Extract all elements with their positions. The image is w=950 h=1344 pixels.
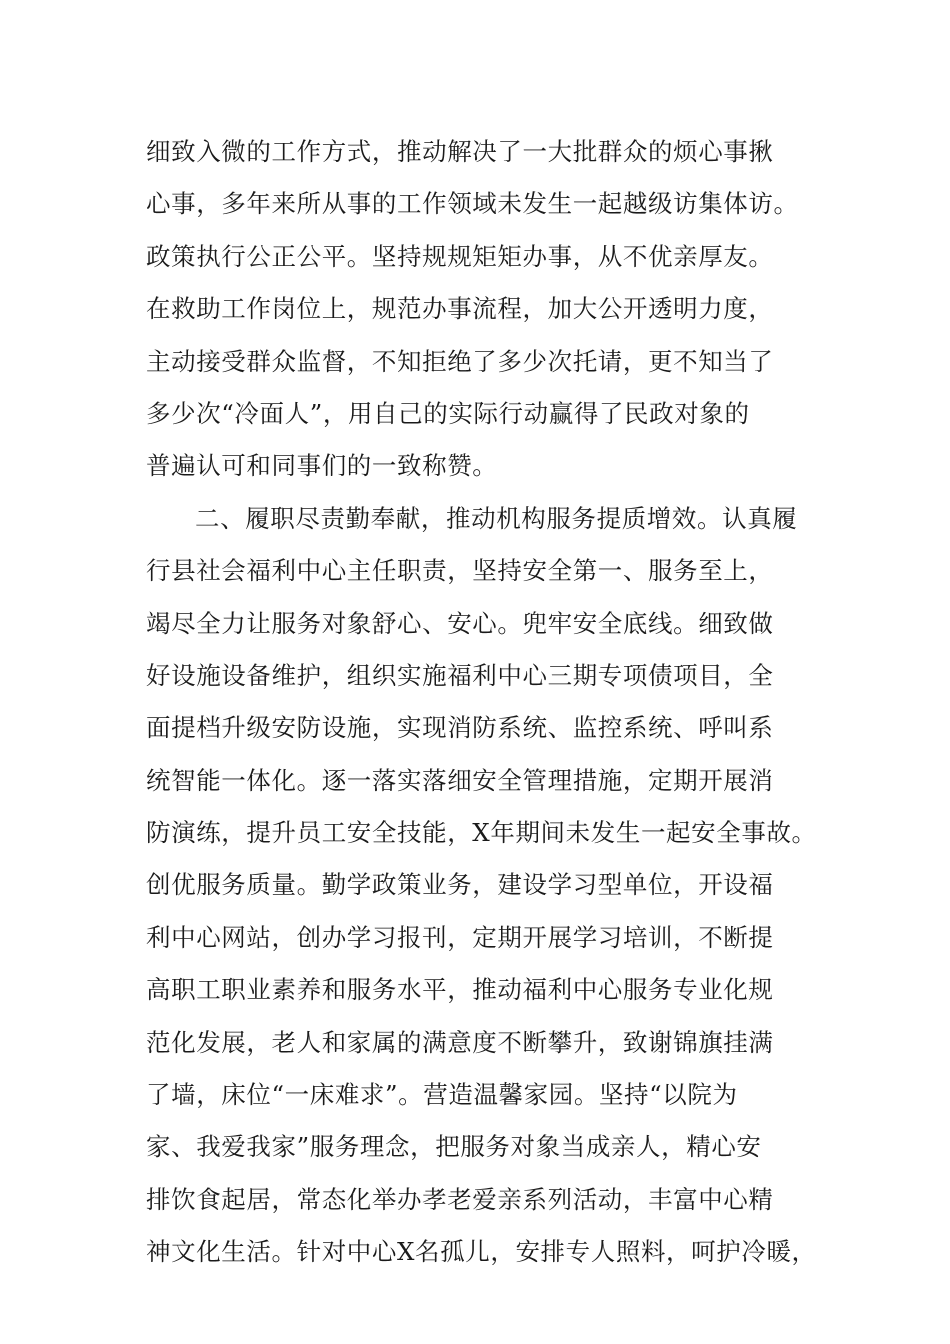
document-body [146,126,846,1279]
text-line: 普遍认可和同事们的一致称赞。 [146,451,498,481]
text-line: 多少次“冷面人”，用自己的实际行动赢得了民政对象的 [146,398,750,428]
text-line: 主动接受群众监督，不知拒绝了多少次托请，更不知当了 [146,346,774,376]
text-line: 行县社会福利中心主任职责，坚持安全第一、服务至上， [146,556,774,586]
text-line: 防演练，提升员工安全技能，X年期间未发生一起安全事故。 [146,818,817,848]
text-line: 排饮食起居，常态化举办孝老爱亲系列活动，丰富中心精 [146,1184,774,1214]
text-line: 利中心网站，创办学习报刊，定期开展学习培训，不断提 [146,922,774,952]
text-line: 政策执行公正公平。坚持规规矩矩办事，从不优亲厚友。 [146,241,774,271]
text-line: 了墙，床位“一床难求”。营造温馨家园。坚持“以院为 [146,1080,738,1110]
text-line: 细致入微的工作方式，推动解决了一大批群众的烦心事揪 [146,137,774,166]
text-line: 好设施设备维护，组织实施福利中心三期专项债项目，全 [146,660,774,690]
text-line: 心事，多年来所从事的工作领域未发生一起越级访集体访。 [146,189,799,219]
text-line: 在救助工作岗位上，规范办事流程，加大公开透明力度， [146,294,774,324]
text-line: 统智能一体化。逐一落实落细安全管理措施，定期开展消 [146,765,774,795]
text-line: 神文化生活。针对中心X名孤儿，安排专人照料，呵护冷暖， [146,1237,817,1267]
text-line: 创优服务质量。勤学政策业务，建设学习型单位，开设福 [146,870,774,900]
text-line: 范化发展，老人和家属的满意度不断攀升，致谢锦旗挂满 [146,1027,774,1057]
text-line: 家、我爱我家”服务理念，把服务对象当成亲人，精心安 [146,1132,762,1162]
text-line: 竭尽全力让服务对象舒心、安心。兜牢安全底线。细致做 [146,608,774,638]
text-line: 高职工职业素养和服务水平，推动福利中心服务专业化规 [146,975,774,1005]
text-line: 面提档升级安防设施，实现消防系统、监控系统、呼叫系 [146,713,774,743]
section-heading-line: 二、履职尽责勤奉献，推动机构服务提质增效。认真履 [195,503,798,533]
